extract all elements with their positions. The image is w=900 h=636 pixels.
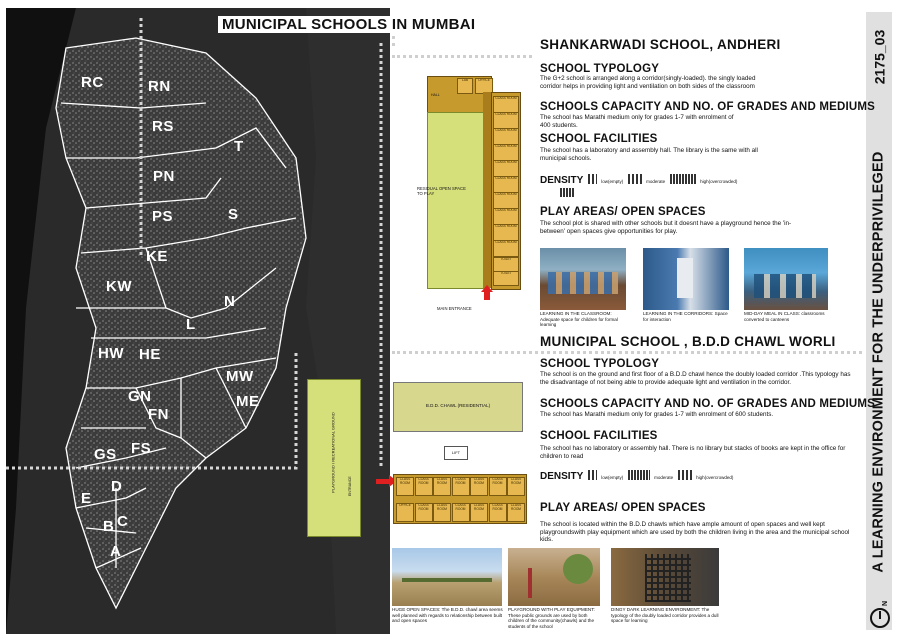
ward-label: T	[234, 138, 244, 155]
ward-label: S	[228, 206, 239, 223]
school2-play-heading: PLAY AREAS/ OPEN SPACES	[540, 502, 706, 514]
mid-day-meal-photo	[744, 248, 828, 310]
school1-typology-heading: SCHOOL TYPOLOGY	[540, 63, 660, 75]
section-divider-top	[392, 55, 532, 58]
dark-corridor-photo	[611, 548, 719, 606]
toilet-block: TOILET	[493, 271, 519, 286]
school1-play-text: The school plot is shared with other schools but it doesnt have a playground hence the 'in-between' open spaces give opportunities for play.	[540, 220, 792, 235]
person-icon	[628, 174, 642, 184]
project-title: A LEARNING ENVIRONMENT FOR THE UNDERPRIVILEGED	[871, 151, 888, 573]
ward-label: A	[110, 543, 122, 560]
person-icon	[588, 470, 597, 480]
school2-title: MUNICIPAL SCHOOL , B.D.D CHAWL WORLI	[540, 334, 836, 349]
playground-photo	[508, 548, 600, 606]
section-divider	[392, 351, 862, 354]
ward-label: ME	[236, 393, 260, 410]
entrance-label: ENTRANCE	[348, 476, 352, 496]
ward-label: PS	[152, 208, 174, 225]
map-graphic	[6, 8, 390, 634]
classroom-block: CLASS ROOM	[493, 96, 519, 113]
ward-label: GN	[128, 388, 152, 405]
school1-plan: HALL LAB OFFICE RESIDUAL OPEN SPACE TO PLAY CLASS ROOM CLASS ROOM CLASS ROOM CLASS ROOM CLASS ROOM CLASS ROOM CLASS ROOM CLASS ROOM CLASS ROOM CLASS ROOM TOILET TOILET	[427, 76, 519, 292]
classroom-block: CLASS ROOM	[433, 477, 451, 496]
ward-label: L	[186, 316, 196, 333]
ward-label: N	[224, 293, 236, 310]
person-icon	[588, 174, 597, 184]
ward-label: HE	[139, 346, 161, 363]
ward-label: KE	[146, 248, 168, 265]
playground-block: PLAYGROUND / RECREATIONAL GROUND	[307, 379, 361, 537]
classroom-block: CLASS ROOM	[493, 240, 519, 257]
open-space-photo	[392, 548, 502, 606]
classroom-block: OFFICE	[396, 503, 414, 522]
project-code: 2175_03	[871, 29, 888, 85]
page-title: MUNICIPAL SCHOOLS IN MUMBAI	[218, 16, 479, 33]
crowd-icon	[560, 188, 574, 197]
school2-typology-heading: SCHOOL TYPOLOGY	[540, 358, 660, 370]
school1-density: DENSITY low(empty) moderate high(overcrowded)	[540, 175, 738, 186]
photo-caption: PLAYGROUND WITH PLAY EQUIPMENT: These public grounds are used by both children of the community(chawls) and the students of the school	[508, 607, 595, 629]
ward-label: MW	[226, 368, 254, 385]
ward-label: RC	[81, 74, 104, 91]
school2-play-text: The school is located within the B.D.D chawls which have ample amount of open spaces and well kept playgroundswith play equipment which are used by both the children living in the area and the municipal school kids.	[540, 521, 850, 544]
school2-capacity-heading: SCHOOLS CAPACITY AND NO. OF GRADES AND MEDIUMS	[540, 398, 876, 410]
classroom-block: CLASS ROOM	[452, 477, 470, 496]
school1-facilities-heading: SCHOOL FACILITIES	[540, 133, 658, 145]
ward-label: RS	[152, 118, 174, 135]
classroom-block: CLASS ROOM	[493, 208, 519, 225]
ward-label: FN	[148, 406, 169, 423]
person-icon	[678, 470, 692, 480]
ward-label: KW	[106, 278, 132, 295]
photo-caption: HUGE OPEN SPACES: The B.D.D. chawl area seems well planned with regards to relationship between built and open spaces	[392, 607, 503, 624]
ward-label: RN	[148, 78, 171, 95]
classroom-block: CLASS ROOM	[493, 160, 519, 177]
classroom-block: CLASS ROOM	[396, 477, 414, 496]
photo-caption: LEARNING IN THE CORRIDORS: Space for interaction	[643, 311, 728, 322]
school1-title: SHANKARWADI SCHOOL, ANDHERI	[540, 37, 781, 52]
classroom-block: CLASS ROOM	[415, 503, 433, 522]
school2-plan	[393, 474, 527, 524]
classroom-block: CLASS ROOM	[433, 503, 451, 522]
north-arrow-icon: N	[870, 608, 890, 628]
school1-capacity-text: The school has Marathi medium only for grades 1-7 with enrolment of 400 students.	[540, 114, 734, 129]
classroom-block: CLASS ROOM	[507, 503, 525, 522]
photo-caption: LEARNING IN THE CLASSROOM: Adequate space for children for formal learning	[540, 311, 618, 328]
classroom-block: CLASS ROOM	[415, 477, 433, 496]
ward-label: HW	[98, 345, 124, 362]
school2-facilities-heading: SCHOOL FACILITIES	[540, 430, 658, 442]
classroom-block: CLASS ROOM	[452, 503, 470, 522]
toilet-block: TOILET	[493, 257, 519, 272]
divider-vertical	[392, 36, 395, 46]
classroom-block: CLASS ROOM	[507, 477, 525, 496]
ward-label: E	[81, 490, 92, 507]
school1-play-heading: PLAY AREAS/ OPEN SPACES	[540, 206, 706, 218]
classroom-photo	[540, 248, 626, 310]
classroom-block: CLASS ROOM	[489, 503, 507, 522]
school1-typology-text: The G+2 school is arranged along a corridor(singly-loaded). the singly loaded corridor helps in providing light and ventilation on both sides of the classroom	[540, 75, 756, 90]
ward-label: FS	[131, 440, 152, 457]
classroom-block: CLASS ROOM	[493, 224, 519, 241]
person-icon	[628, 470, 650, 480]
classroom-block: CLASS ROOM	[470, 503, 488, 522]
school2-capacity-text: The school has Marathi medium only for grades 1-7 with enrolment of 600 students.	[540, 411, 774, 418]
classroom-block: CLASS ROOM	[493, 192, 519, 209]
classroom-block: CLASS ROOM	[493, 176, 519, 193]
school2-facilities-text: The school has no laboratory or assembly hall. There is no library but stacks of books are kept in the office for children to read	[540, 445, 846, 460]
ward-label: B	[103, 518, 115, 535]
ward-label: C	[117, 513, 129, 530]
corridor-photo	[643, 248, 729, 310]
school2-density: DENSITY low(empty) moderate high(overcrowded)	[540, 471, 734, 482]
school1-capacity-heading: SCHOOLS CAPACITY AND NO. OF GRADES AND MEDIUMS	[540, 101, 876, 113]
person-icon	[670, 174, 696, 184]
classroom-block: CLASS ROOM	[470, 477, 488, 496]
school2-typology-text: The school is on the ground and first floor of a B.D.D chawl hence the doubly loaded corridor .This typology has the disadvantage of not being able to provide adequate light and ventilation in the corridor.	[540, 371, 851, 386]
photo-caption: MID-DAY MEAL IN CLASS: classrooms converted to canteens	[744, 311, 825, 322]
ward-label: PN	[153, 168, 175, 185]
mumbai-ward-map	[6, 8, 390, 634]
school1-facilities-text: The school has a laboratory and assembly hall. The library is the same with all municipal schools.	[540, 147, 758, 162]
classroom-block: CLASS ROOM	[493, 128, 519, 145]
ward-label: D	[111, 478, 123, 495]
entrance-arrow-icon	[376, 479, 390, 484]
classroom-block: CLASS ROOM	[489, 477, 507, 496]
main-entrance-label: MAIN ENTRANCE	[437, 306, 472, 311]
ward-label: GS	[94, 446, 117, 463]
entrance-arrow-head	[481, 285, 493, 292]
lift-block: LIFT	[444, 446, 468, 460]
photo-caption: DINGY DARK LEARNING ENVIRONMENT: The typology of the doubly loaded corridor provides a dull space for learning	[611, 607, 719, 624]
classroom-block: CLASS ROOM	[493, 144, 519, 161]
classroom-block: CLASS ROOM	[493, 112, 519, 129]
bdd-chawl-block: B.D.D. CHAWL (RESIDENTIAL)	[393, 382, 523, 432]
